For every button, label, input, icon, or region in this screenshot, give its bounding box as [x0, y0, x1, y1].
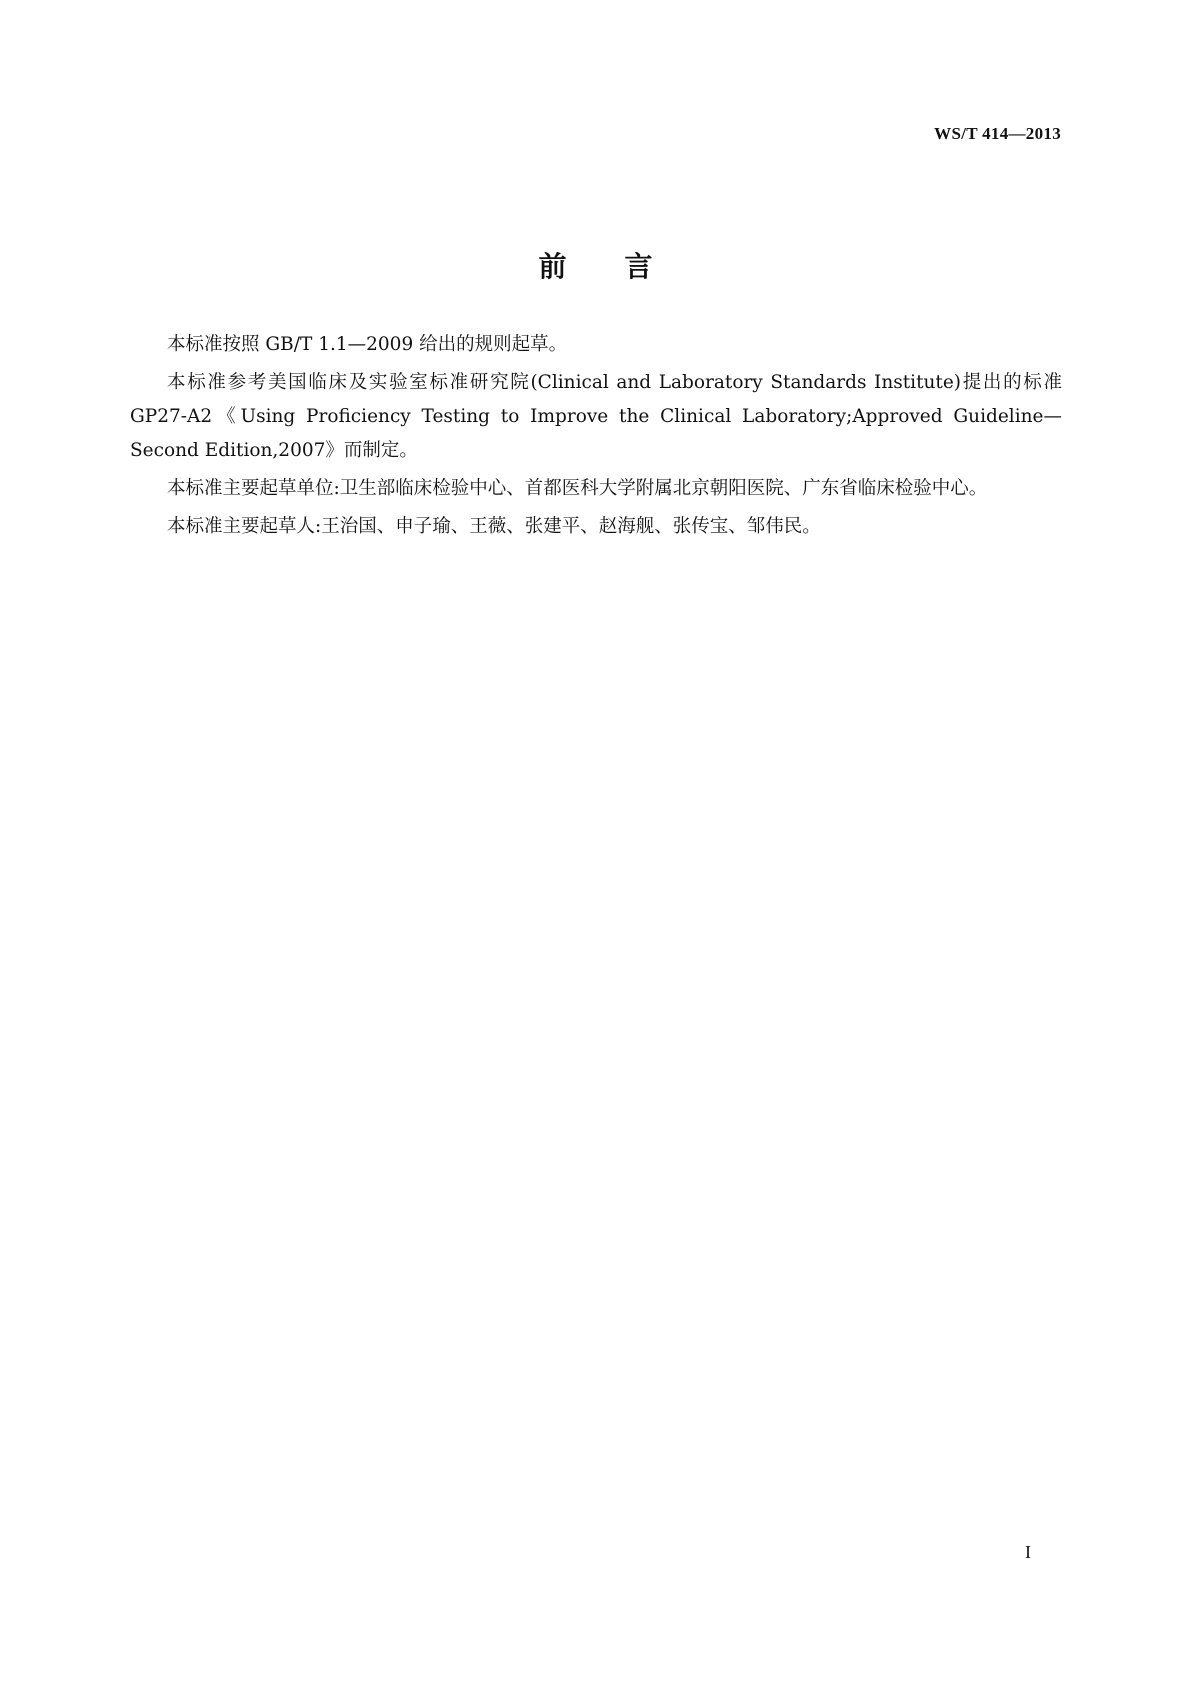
paragraph-reference-standard: 本标准参考美国临床及实验室标准研究院(Clinical and Laboratory Standards Institute)提出的标准 GP27-A2《Using Proficiency Testing to Improve the Clinical Laboratory;Approved Guideline—Second Edition,2007》而制定。: [130, 372, 1062, 461]
page-number: I: [1025, 1542, 1031, 1562]
paragraph-drafting-rules: 本标准按照 GB/T 1.1—2009 给出的规则起草。: [167, 334, 568, 355]
standard-code: WS/T 414—2013: [934, 124, 1061, 143]
paragraph-drafting-units: 本标准主要起草单位:卫生部临床检验中心、首都医科大学附属北京朝阳医院、广东省临床检验中心。: [167, 478, 988, 499]
page-title: 前言: [538, 249, 711, 283]
preface-body: [130, 328, 1062, 548]
paragraph-drafters: 本标准主要起草人:王治国、申子瑜、王薇、张建平、赵海舰、张传宝、邹伟民。: [167, 516, 821, 537]
